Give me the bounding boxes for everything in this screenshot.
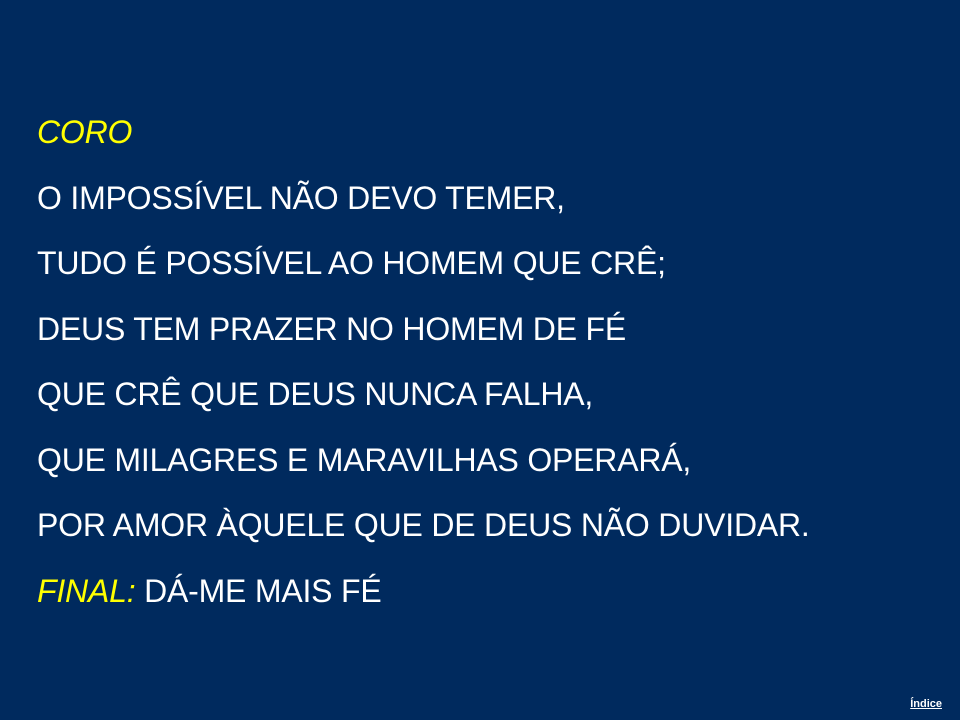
final-text: DÁ-ME MAIS FÉ [144,572,382,609]
final-label: FINAL: [37,572,136,609]
lyric-line-2: TUDO É POSSÍVEL AO HOMEM QUE CRÊ; [37,245,666,281]
index-link[interactable]: Índice [910,698,942,710]
lyric-line-4: QUE CRÊ QUE DEUS NUNCA FALHA, [37,376,594,412]
lyric-line-1: O IMPOSSÍVEL NÃO DEVO TEMER, [37,179,565,216]
lyric-line-3: DEUS TEM PRAZER NO HOMEM DE FÉ [37,310,627,347]
lyric-line-5: QUE MILAGRES E MARAVILHAS OPERARÁ, [37,441,692,478]
lyric-line-6: POR AMOR ÀQUELE QUE DE DEUS NÃO DUVIDAR. [37,507,810,543]
chorus-label: CORO [37,114,133,150]
lyrics-block [37,100,952,624]
chorus-heading [37,100,952,166]
final-line [37,559,952,625]
